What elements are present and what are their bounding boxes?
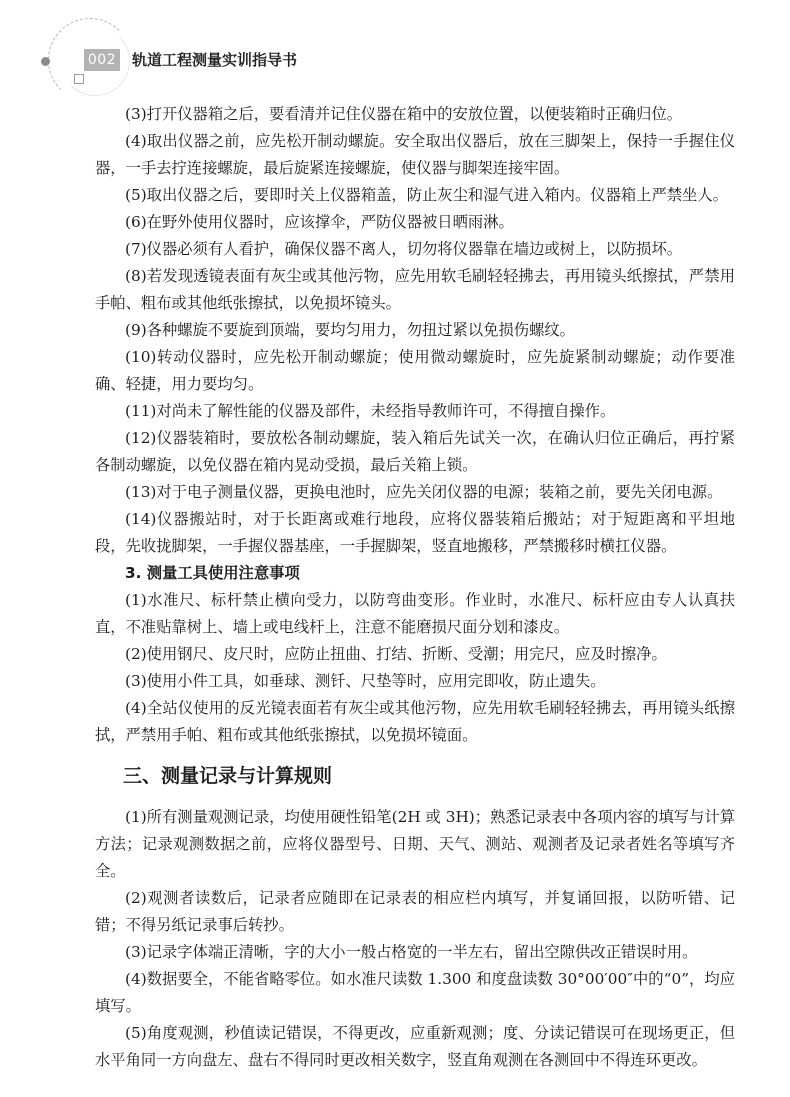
paragraph: (1)所有测量观测记录，均使用硬性铅笔(2H 或 3H)；熟悉记录表中各项内容的填写与计算方法；记录观测数据之前，应将仪器型号、日期、天气、测站、观测者及记录者姓名等填写齐全。 [95, 808, 735, 880]
subsection-heading: 3. 测量工具使用注意事项 [125, 564, 300, 582]
page-number: 002 [84, 49, 120, 71]
paragraph: (6)在野外使用仪器时，应该撑伞，严防仪器被日晒雨淋。 [125, 213, 514, 231]
paragraph: (1)水准尺、标杆禁止横向受力，以防弯曲变形。作业时，水准尺、标杆应由专人认真扶直，不准贴靠树上、墙上或电线杆上，注意不能磨损尺面分划和漆皮。 [95, 591, 735, 636]
paragraph: (4)取出仪器之前，应先松开制动螺旋。安全取出仪器后，放在三脚架上，保持一手握住仪器，一手去拧连接螺旋，最后旋紧连接螺旋，使仪器与脚架连接牢固。 [95, 132, 735, 177]
paragraph: (2)使用钢尺、皮尺时，应防止扭曲、打结、折断、受潮；用完尺，应及时擦净。 [125, 645, 667, 663]
paragraph: (13)对于电子测量仪器，更换电池时，应先关闭仪器的电源；装箱之前，要先关闭电源。 [125, 483, 723, 501]
page-header [0, 0, 790, 90]
paragraph: (4)数据要全，不能省略零位。如水准尺读数 1.300 和度盘读数 30°00′00″中的“0”，均应填写。 [95, 970, 735, 1015]
decorative-square-icon [74, 74, 84, 84]
paragraph: (10)转动仪器时，应先松开制动螺旋；使用微动螺旋时，应先旋紧制动螺旋；动作要准确、轻捷，用力要均匀。 [95, 348, 735, 393]
paragraph: (3)使用小件工具，如垂球、测钎、尺垫等时，应用完即收，防止遗失。 [125, 672, 606, 690]
paragraph: (12)仪器装箱时，要放松各制动螺旋，装入箱后先试关一次，在确认归位正确后，再拧紧各制动螺旋，以免仪器在箱内晃动受损，最后关箱上锁。 [95, 429, 735, 474]
paragraph: (9)各种螺旋不要旋到顶端，要均匀用力，勿扭过紧以免损伤螺纹。 [125, 321, 575, 339]
paragraph: (8)若发现透镜表面有灰尘或其他污物，应先用软毛刷轻轻拂去，再用镜头纸擦拭，严禁用手帕、粗布或其他纸张擦拭，以免损坏镜头。 [95, 267, 735, 312]
paragraph: (5)取出仪器之后，要即时关上仪器箱盖，防止灰尘和湿气进入箱内。仪器箱上严禁坐人。 [125, 186, 728, 204]
paragraph: (4)全站仪使用的反光镜表面若有灰尘或其他污物，应先用软毛刷轻轻拂去，再用镜头纸擦拭，严禁用手帕、粗布或其他纸张擦拭，以免损坏镜面。 [95, 699, 735, 744]
section-heading: 三、测量记录与计算规则 [123, 765, 333, 787]
paragraph: (7)仪器必须有人看护，确保仪器不离人，切勿将仪器靠在墙边或树上，以防损坏。 [125, 240, 683, 258]
book-title: 轨道工程测量实训指导书 [132, 51, 298, 69]
paragraph: (5)角度观测，秒值读记错误，不得更改，应重新观测；度、分读记错误可在现场更正，但水平角同一方向盘左、盘右不得同时更改相关数字，竖直角观测在各测回中不得连环更改。 [95, 1024, 735, 1069]
paragraph: (3)记录字体端正清晰，字的大小一般占格宽的一半左右，留出空隙供改正错误时用。 [125, 943, 698, 961]
decorative-dot-icon [41, 57, 50, 66]
page-body [95, 101, 735, 1074]
paragraph: (3)打开仪器箱之后，要看清并记住仪器在箱中的安放位置，以便装箱时正确归位。 [125, 105, 683, 123]
paragraph: (2)观测者读数后，记录者应随即在记录表的相应栏内填写，并复诵回报，以防听错、记错；不得另纸记录事后转抄。 [95, 889, 735, 934]
paragraph: (14)仪器搬站时，对于长距离或难行地段，应将仪器装箱后搬站；对于短距离和平坦地段，先收拢脚架，一手握仪器基座，一手握脚架，竖直地搬移，严禁搬移时横扛仪器。 [95, 510, 735, 555]
paragraph: (11)对尚未了解性能的仪器及部件，未经指导教师许可，不得擅自操作。 [125, 402, 616, 420]
